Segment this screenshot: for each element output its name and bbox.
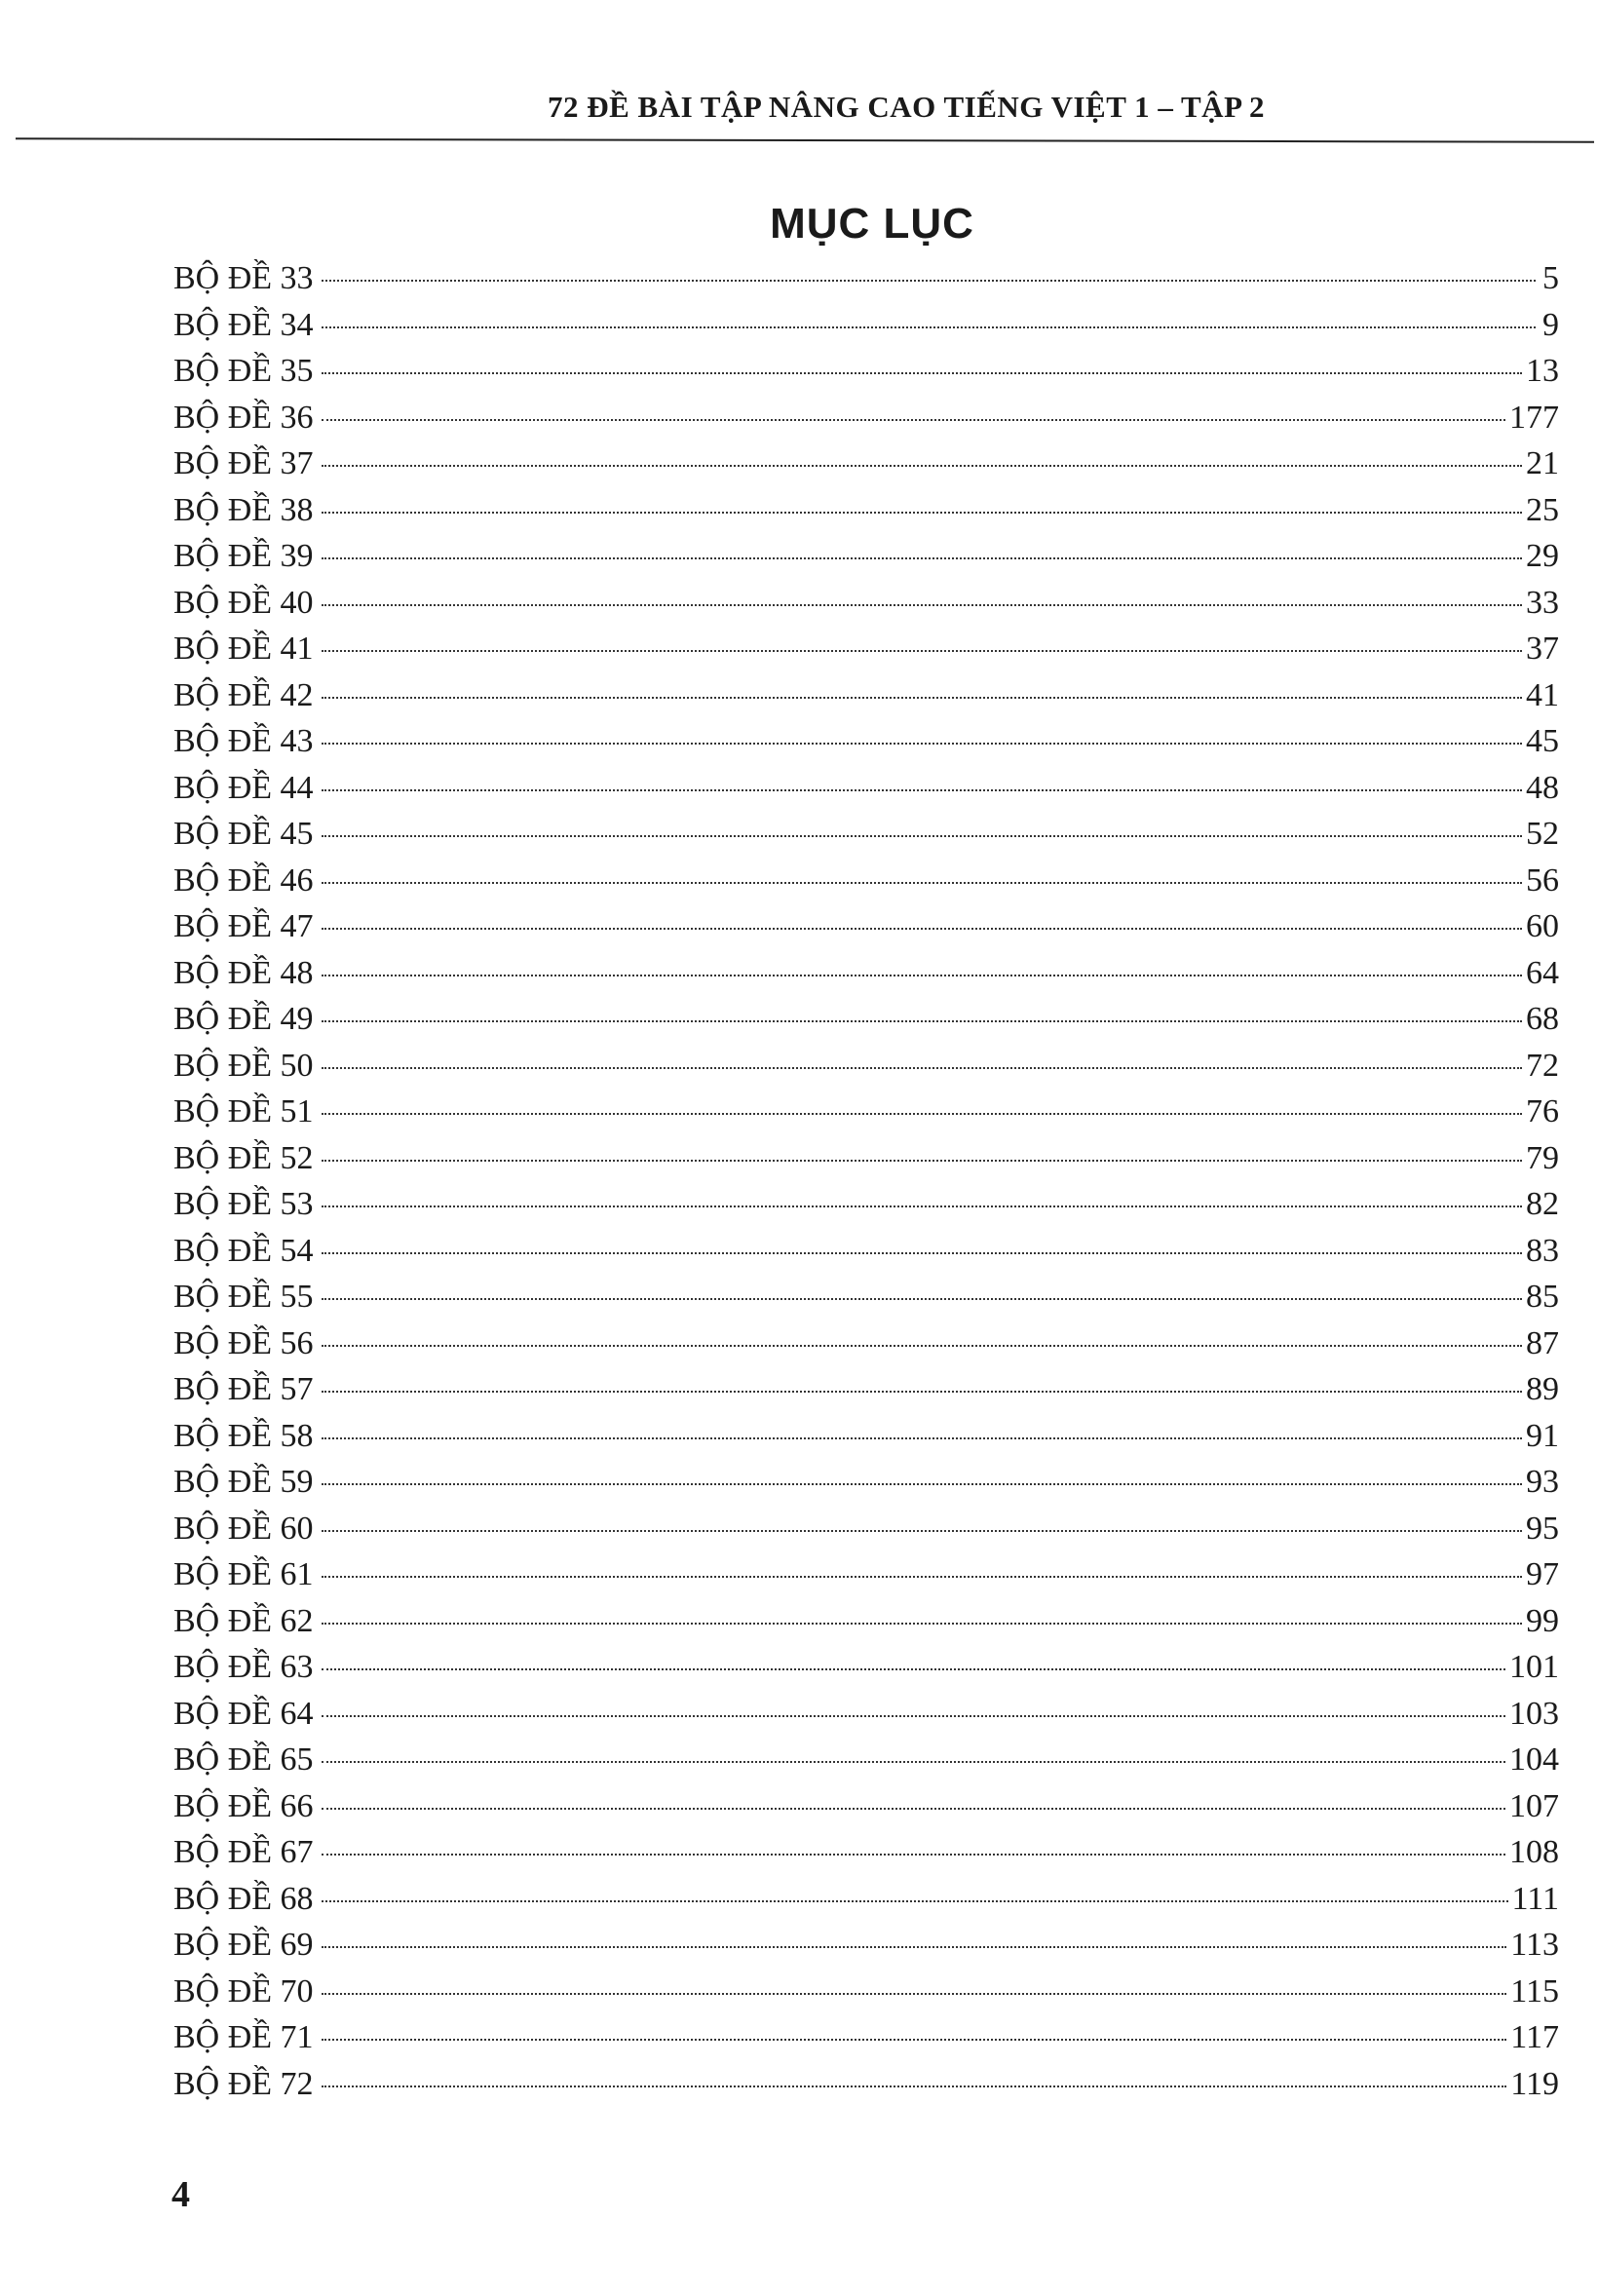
toc-dot-leader	[322, 419, 1505, 421]
toc-dot-leader	[322, 557, 1522, 559]
toc-entry-label: BỘ ĐỀ 45	[173, 816, 314, 852]
toc-entry-label: BỘ ĐỀ 47	[173, 908, 314, 944]
toc-entry[interactable]	[173, 765, 1559, 812]
toc-entry[interactable]	[173, 1598, 1559, 1645]
toc-entry-page: 48	[1526, 769, 1559, 806]
toc-entry-page: 113	[1510, 1927, 1559, 1963]
toc-entry[interactable]	[173, 1969, 1559, 2015]
toc-entry-label: BỘ ĐỀ 49	[173, 1001, 314, 1037]
toc-entry[interactable]	[173, 487, 1559, 534]
toc-dot-leader	[322, 1946, 1507, 1948]
toc-dot-leader	[322, 789, 1522, 791]
toc-entry-page: 119	[1510, 2065, 1559, 2102]
toc-entry[interactable]	[173, 811, 1559, 858]
toc-entry-page: 108	[1509, 1834, 1559, 1870]
toc-entry[interactable]	[173, 996, 1559, 1043]
toc-entry-page: 68	[1526, 1001, 1559, 1037]
toc-dot-leader	[322, 1205, 1522, 1207]
toc-entry-label: BỘ ĐỀ 57	[173, 1371, 314, 1407]
toc-entry[interactable]	[173, 1783, 1559, 1830]
toc-dot-leader	[322, 1808, 1505, 1810]
toc-entry-page: 37	[1526, 631, 1559, 667]
toc-entry-label: BỘ ĐỀ 50	[173, 1047, 314, 1084]
toc-dot-leader	[322, 1761, 1505, 1763]
toc-dot-leader	[322, 326, 1536, 328]
toc-dot-leader	[322, 2086, 1507, 2087]
toc-entry-label: BỘ ĐỀ 72	[173, 2065, 314, 2102]
toc-entry-label: BỘ ĐỀ 69	[173, 1927, 314, 1963]
toc-entry-page: 21	[1526, 445, 1559, 481]
toc-entry-label: BỘ ĐỀ 61	[173, 1556, 314, 1592]
toc-entry-label: BỘ ĐỀ 33	[173, 260, 314, 296]
toc-entry-label: BỘ ĐỀ 44	[173, 769, 314, 806]
toc-dot-leader	[322, 512, 1522, 514]
toc-dot-leader	[322, 1668, 1505, 1670]
toc-entry[interactable]	[173, 2014, 1559, 2061]
toc-entry-page: 52	[1526, 816, 1559, 852]
toc-dot-leader	[322, 1391, 1522, 1393]
toc-entry[interactable]	[173, 1043, 1559, 1090]
toc-entry-label: BỘ ĐỀ 39	[173, 538, 314, 574]
toc-entry-label: BỘ ĐỀ 58	[173, 1417, 314, 1454]
toc-entry[interactable]	[173, 1551, 1559, 1598]
toc-entry-label: BỘ ĐỀ 67	[173, 1834, 314, 1870]
toc-entry-page: 87	[1526, 1324, 1559, 1361]
toc-entry[interactable]	[173, 1876, 1559, 1923]
toc-dot-leader	[322, 1576, 1522, 1578]
toc-dot-leader	[322, 1298, 1522, 1300]
toc-entry-label: BỘ ĐỀ 65	[173, 1741, 314, 1778]
toc-entry[interactable]	[173, 903, 1559, 950]
toc-entry[interactable]	[173, 580, 1559, 627]
toc-entry-page: 117	[1510, 2019, 1559, 2055]
toc-entry[interactable]	[173, 858, 1559, 904]
toc-entry-label: BỘ ĐỀ 64	[173, 1695, 314, 1732]
toc-entry[interactable]	[173, 1089, 1559, 1135]
toc-entry[interactable]	[173, 440, 1559, 487]
toc-entry-page: 29	[1526, 538, 1559, 574]
toc-entry[interactable]	[173, 1737, 1559, 1783]
toc-title: MỤC LỤC	[770, 200, 974, 248]
toc-entry-page: 95	[1526, 1510, 1559, 1547]
toc-dot-leader	[322, 1020, 1522, 1022]
toc-dot-leader	[322, 928, 1522, 930]
toc-entry-page: 25	[1526, 491, 1559, 528]
toc-dot-leader	[322, 1345, 1522, 1347]
toc-dot-leader	[322, 1067, 1522, 1069]
toc-entry-page: 99	[1526, 1602, 1559, 1639]
toc-entry[interactable]	[173, 255, 1559, 302]
running-header-title: 72 ĐỀ BÀI TẬP NÂNG CAO TIẾNG VIỆT 1 – TẬP 2	[547, 90, 1266, 124]
toc-dot-leader	[322, 1483, 1522, 1485]
toc-entry[interactable]	[173, 1135, 1559, 1182]
toc-entry-page: 89	[1526, 1371, 1559, 1407]
toc-entry[interactable]	[173, 1829, 1559, 1876]
toc-dot-leader	[322, 372, 1522, 374]
toc-entry[interactable]	[173, 1320, 1559, 1367]
toc-entry-page: 79	[1526, 1139, 1559, 1176]
toc-entry-page: 85	[1526, 1279, 1559, 1315]
toc-dot-leader	[322, 1715, 1505, 1717]
toc-entry-page: 13	[1526, 353, 1559, 389]
toc-entry-label: BỘ ĐỀ 62	[173, 1602, 314, 1639]
toc-entry-page: 115	[1510, 1972, 1559, 2009]
toc-entry-label: BỘ ĐỀ 37	[173, 445, 314, 481]
toc-entry[interactable]	[173, 533, 1559, 580]
toc-entry[interactable]	[173, 1644, 1559, 1691]
toc-entry-label: BỘ ĐỀ 68	[173, 1880, 314, 1917]
toc-entry-label: BỘ ĐỀ 52	[173, 1139, 314, 1176]
toc-entry[interactable]	[173, 672, 1559, 719]
toc-entry[interactable]	[173, 1228, 1559, 1275]
toc-entry-label: BỘ ĐỀ 34	[173, 306, 314, 343]
toc-dot-leader	[322, 743, 1522, 745]
toc-entry[interactable]	[173, 626, 1559, 672]
toc-dot-leader	[322, 1993, 1507, 1995]
toc-dot-leader	[322, 1113, 1522, 1115]
toc-entry[interactable]	[173, 395, 1559, 441]
toc-entry-label: BỘ ĐỀ 56	[173, 1324, 314, 1361]
toc-entry-page: 5	[1542, 260, 1559, 296]
toc-entry-label: BỘ ĐỀ 40	[173, 584, 314, 621]
toc-entry-label: BỘ ĐỀ 70	[173, 1972, 314, 2009]
toc-entry-label: BỘ ĐỀ 41	[173, 631, 314, 667]
toc-entry-page: 91	[1526, 1417, 1559, 1454]
toc-entry[interactable]	[173, 1366, 1559, 1413]
toc-entry[interactable]	[173, 950, 1559, 997]
toc-entry-page: 103	[1509, 1695, 1559, 1732]
toc-entry-label: BỘ ĐỀ 51	[173, 1093, 314, 1129]
toc-entry-page: 83	[1526, 1232, 1559, 1269]
toc-entry[interactable]	[173, 1506, 1559, 1552]
toc-dot-leader	[322, 650, 1522, 652]
toc-entry-page: 97	[1526, 1556, 1559, 1592]
toc-entry-label: BỘ ĐỀ 55	[173, 1279, 314, 1315]
toc-entry[interactable]	[173, 1274, 1559, 1320]
toc-dot-leader	[322, 697, 1522, 699]
toc-entry-label: BỘ ĐỀ 46	[173, 861, 314, 899]
toc-entry[interactable]	[173, 1691, 1559, 1738]
toc-entry-page: 56	[1526, 861, 1559, 899]
toc-entry[interactable]	[173, 2061, 1559, 2108]
toc-dot-leader	[322, 1854, 1505, 1856]
toc-dot-leader	[322, 280, 1536, 282]
toc-dot-leader	[322, 2039, 1507, 2041]
toc-entry-label: BỘ ĐỀ 38	[173, 491, 314, 528]
toc-entry-page: 76	[1526, 1093, 1559, 1129]
toc-dot-leader	[322, 1623, 1522, 1625]
toc-entry-page: 93	[1526, 1464, 1559, 1500]
toc-entry-label: BỘ ĐỀ 71	[173, 2019, 314, 2055]
toc-dot-leader	[322, 604, 1522, 606]
toc-entry[interactable]	[173, 1459, 1559, 1506]
toc-entry-page: 45	[1526, 723, 1559, 759]
toc-entry-label: BỘ ĐỀ 35	[173, 353, 314, 389]
toc-entry[interactable]	[173, 1413, 1559, 1460]
toc-dot-leader	[322, 975, 1522, 976]
toc-dot-leader	[322, 1530, 1522, 1532]
toc-dot-leader	[322, 835, 1522, 837]
toc-dot-leader	[322, 1252, 1522, 1254]
toc-entry[interactable]	[173, 1181, 1559, 1228]
toc-entry-page: 60	[1526, 908, 1559, 944]
toc-entry-page: 64	[1526, 954, 1559, 991]
toc-dot-leader	[322, 1437, 1522, 1439]
toc-dot-leader	[322, 1900, 1508, 1902]
toc-entry[interactable]	[173, 1922, 1559, 1969]
toc-entry-page: 101	[1509, 1649, 1559, 1685]
toc-entry-page: 72	[1526, 1047, 1559, 1084]
toc-entry-page: 33	[1526, 584, 1559, 621]
toc-entry[interactable]	[173, 348, 1559, 395]
toc-entry-label: BỘ ĐỀ 60	[173, 1510, 314, 1547]
toc-entry-label: BỘ ĐỀ 43	[173, 723, 314, 759]
toc-entry-label: BỘ ĐỀ 63	[173, 1649, 314, 1685]
toc-entry-page: 41	[1526, 676, 1559, 713]
toc-entry-page: 104	[1509, 1741, 1559, 1778]
toc-entry-page: 111	[1511, 1880, 1559, 1917]
toc-list	[173, 255, 1559, 2107]
toc-entry-page: 82	[1526, 1186, 1559, 1222]
toc-entry[interactable]	[173, 718, 1559, 765]
toc-entry[interactable]	[173, 302, 1559, 349]
toc-entry-page: 177	[1509, 399, 1559, 436]
header-rule	[16, 137, 1594, 142]
page-number: 4	[171, 2174, 190, 2215]
toc-entry-label: BỘ ĐỀ 54	[173, 1232, 314, 1269]
toc-entry-label: BỘ ĐỀ 59	[173, 1464, 314, 1500]
toc-dot-leader	[322, 465, 1522, 467]
toc-dot-leader	[322, 882, 1522, 884]
toc-entry-label: BỘ ĐỀ 53	[173, 1186, 314, 1222]
toc-entry-label: BỘ ĐỀ 66	[173, 1787, 314, 1824]
toc-entry-label: BỘ ĐỀ 48	[173, 954, 314, 991]
toc-entry-page: 107	[1509, 1787, 1559, 1824]
toc-entry-label: BỘ ĐỀ 36	[173, 399, 314, 436]
toc-entry-page: 9	[1542, 306, 1559, 343]
toc-entry-label: BỘ ĐỀ 42	[173, 676, 314, 713]
toc-dot-leader	[322, 1160, 1522, 1162]
